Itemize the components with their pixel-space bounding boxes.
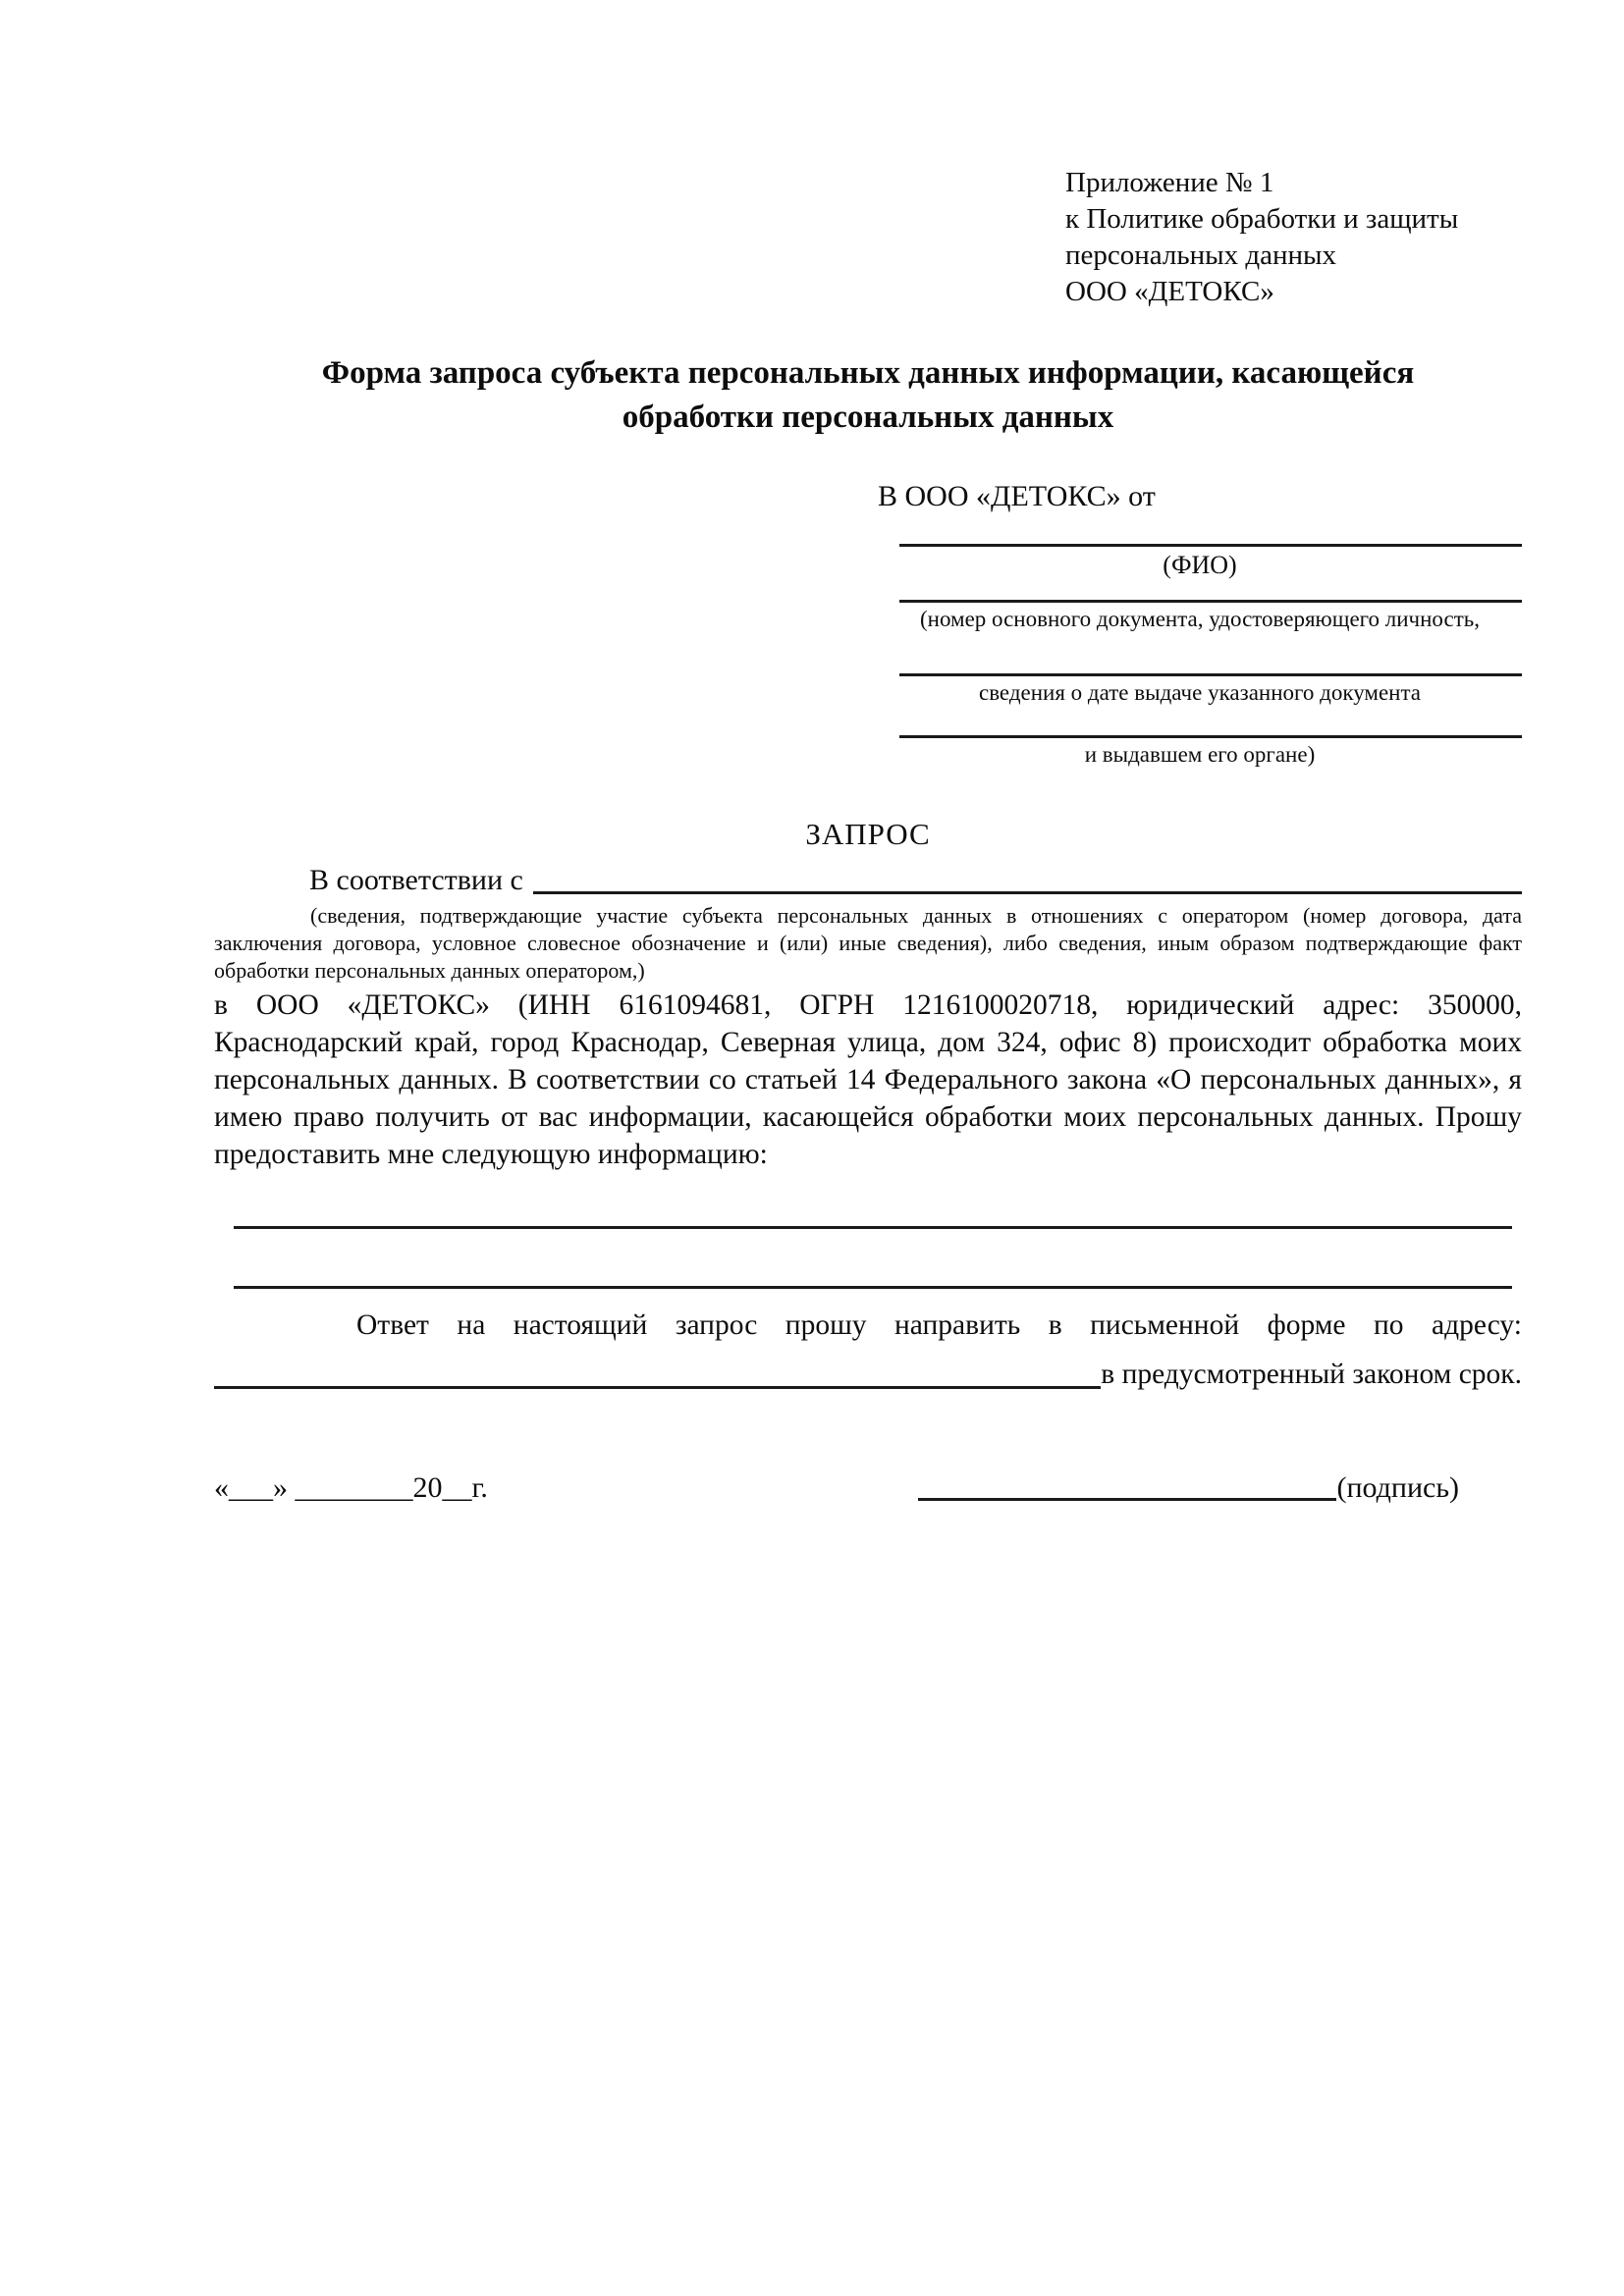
reply-address-row xyxy=(214,1356,1522,1393)
issue-date-caption: сведения о дате выдаче указанного документа xyxy=(978,680,1422,705)
issuing-authority-caption: и выдавшем его органе) xyxy=(1084,742,1316,767)
accordance-blank-line xyxy=(533,891,1522,894)
reply-suffix-text: в предусмотренный законом срок. xyxy=(1101,1359,1522,1390)
signature-caption: (подпись) xyxy=(1336,1471,1459,1504)
signature-cell xyxy=(918,1469,1459,1507)
information-blank-line-1 xyxy=(234,1226,1512,1229)
body-paragraph: в ООО «ДЕТОКС» (ИНН 6161094681, ОГРН 1216100020718, юридический адрес: 350000, Краснодарский край, город Краснодар, Северная улица, дом 324, офис 8) происходит обработка моих персональных данных. В соответствии со статьей 14 Федерального закона «О персональных данных», я имею право получить от вас информации, касающейся обработки моих персональных данных. Прошу предоставить мне следующую информацию: xyxy=(214,989,1522,1170)
appendix-header xyxy=(1065,0,1522,310)
appendix-header-line: к Политике обработки и защиты xyxy=(1065,203,1459,235)
issue-date-blank-line xyxy=(899,673,1522,676)
footnote-text: (сведения, подтверждающие участие субъекта персональных данных в отношениях с оператором (номер договора, дата заключения договора, условное словесное обозначение и (или) иные сведения), либо сведения, иным образом подтверждающие факт обработки персональных данных оператором,) xyxy=(214,903,1522,983)
appendix-header-line: ООО «ДЕТОКС» xyxy=(1065,276,1274,307)
date-signature-row xyxy=(214,1469,1522,1507)
reply-address-blank-line xyxy=(214,1386,1101,1389)
appendix-header-line: Приложение № 1 xyxy=(1065,167,1274,198)
accordance-row xyxy=(214,862,1522,899)
document-number-caption: (номер основного документа, удостоверяющего личность, xyxy=(919,607,1480,631)
accordance-prefix: В соответствии с xyxy=(309,864,523,896)
issuing-authority-blank-line xyxy=(899,735,1522,738)
information-blank-line-2 xyxy=(234,1286,1512,1289)
signature-blank-line xyxy=(918,1498,1336,1501)
document-number-blank-line xyxy=(899,600,1522,603)
addressee-to-line: В ООО «ДЕТОКС» от xyxy=(878,480,1156,512)
fio-blank-line xyxy=(899,544,1522,547)
reply-request-text: Ответ на настоящий запрос прошу направить в письменной форме по адресу: xyxy=(356,1309,1522,1341)
fio-caption: (ФИО) xyxy=(1163,551,1237,579)
document-title: Форма запроса субъекта персональных данных информации, касающейся обработки персональных данных xyxy=(321,355,1415,435)
request-heading: ЗАПРОС xyxy=(805,817,931,851)
date-blank-text: «___» ________20__г. xyxy=(214,1471,488,1504)
appendix-header-line: персональных данных xyxy=(1065,240,1337,271)
addressee-block xyxy=(878,479,1522,768)
